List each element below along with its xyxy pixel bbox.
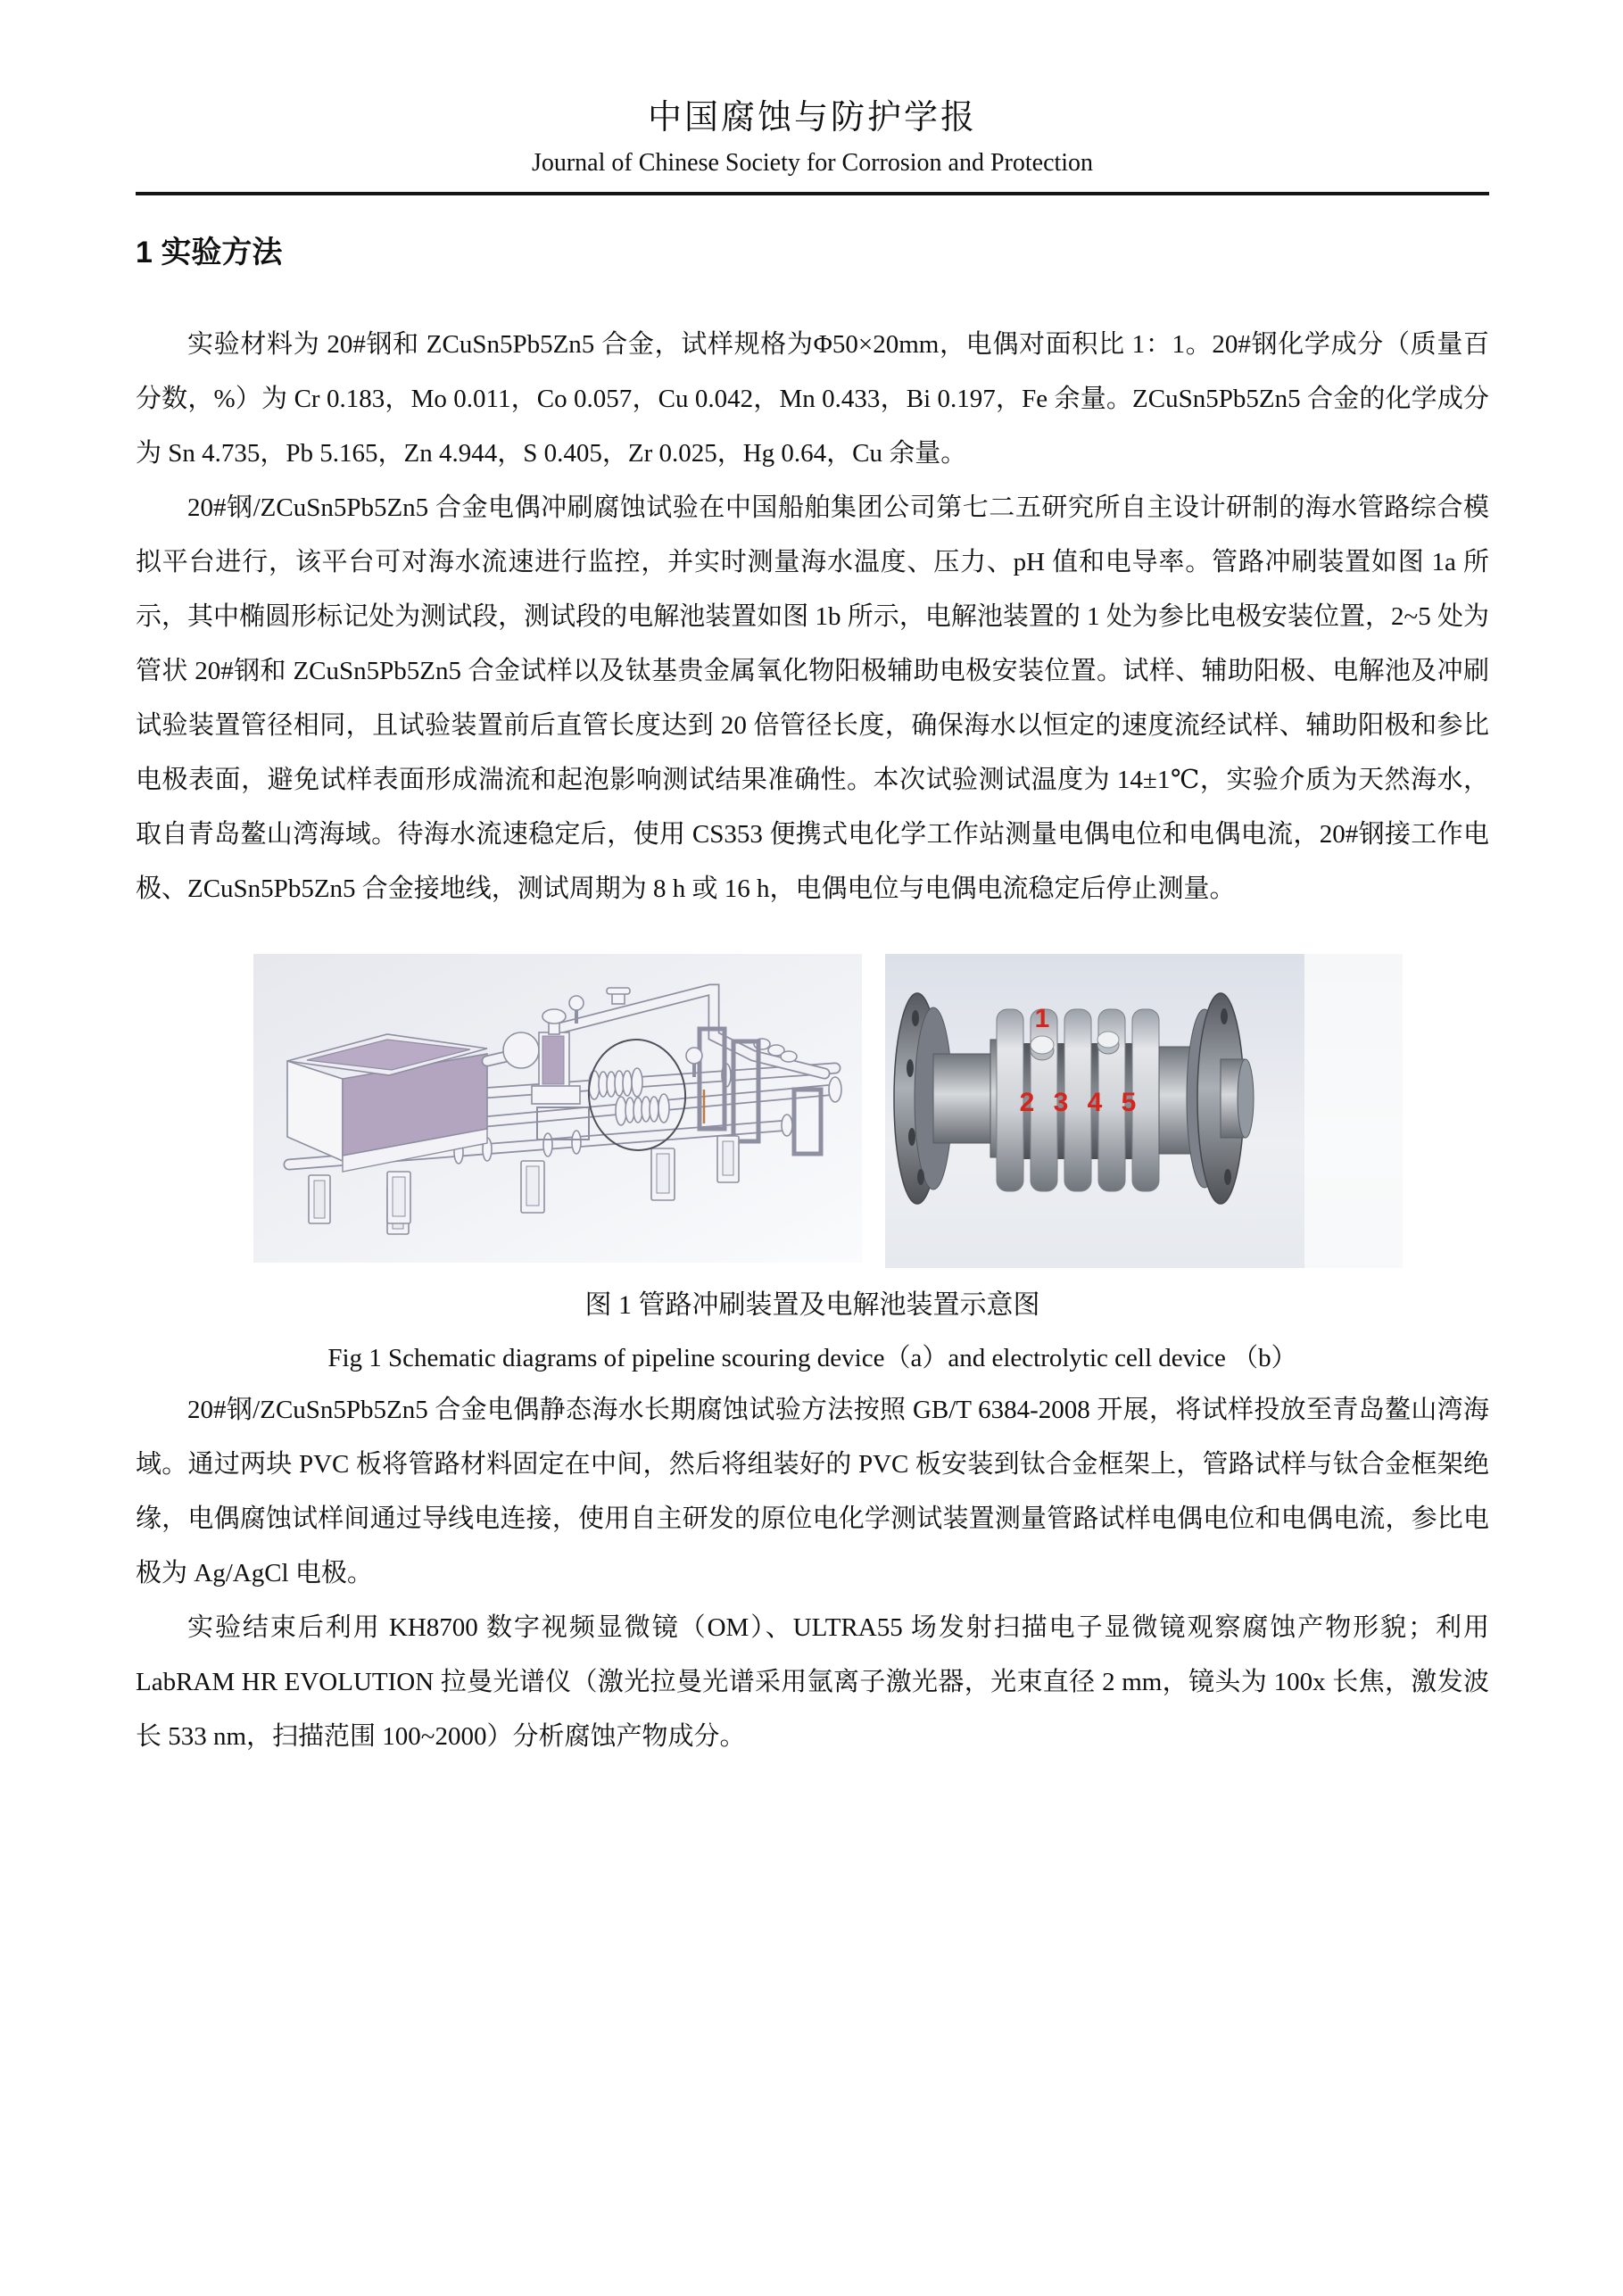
electrode-label-2: 2: [1019, 1088, 1035, 1117]
figure-caption-en: Fig 1 Schematic diagrams of pipeline scouring device（a）and electrolytic cell device （b）: [327, 1344, 1297, 1372]
tank-leg: [309, 1175, 330, 1223]
journal-title-en: Journal of Chinese Society for Corrosion and Protection: [531, 149, 1094, 177]
paragraph-3: 20#钢/ZCuSn5Pb5Zn5 合金电偶静态海水长期腐蚀试验方法按照 GB/T 6384-2008 开展，将试样投放至青岛鳌山湾海域。通过两块 PVC 板将管路材料固定在中间，然后将组装好的 PVC 板安装到钛合金框架上，管路试样与钛合金框架绝缘，电偶腐蚀试样间通过导线电连接，使用自主研发的原位电化学测试装置测量管路试样电偶电位和电偶电流，参比电极为 Ag/AgCl 电极。: [136, 1396, 1489, 1587]
electrode-peg: [1031, 1036, 1054, 1060]
journal-title-zh: 中国腐蚀与防护学报: [647, 99, 977, 137]
electrode-label-1: 1: [1034, 1004, 1050, 1033]
header-divider: [136, 192, 1489, 195]
pipeline-scouring-device-figure: [253, 954, 862, 1263]
electrode-label-4: 4: [1087, 1088, 1103, 1117]
section-heading: 1 实验方法: [136, 236, 283, 269]
electrode-peg: [1097, 1032, 1119, 1054]
figure-b-background-fade: [1304, 954, 1403, 1268]
paragraph-1: 实验材料为 20#钢和 ZCuSn5Pb5Zn5 合金，试样规格为Φ50×20mm，电偶对面积比 1：1。20#钢化学成分（质量百分数，%）为 Cr 0.183，Mo 0.011，Co 0.057，Cu 0.042，Mn 0.433，Bi 0.197，Fe 余量。ZCuSn5Pb5Zn5 合金的化学成分为 Sn 4.735，Pb 5.165，Zn 4.944，S 0.405，Zr 0.025，Hg 0.64，Cu 余量。: [136, 330, 1489, 468]
figure-caption-zh: 图 1 管路冲刷装置及电解池装置示意图: [584, 1290, 1040, 1320]
electrode-label-3: 3: [1053, 1088, 1069, 1117]
paragraph-2: 20#钢/ZCuSn5Pb5Zn5 合金电偶冲刷腐蚀试验在中国船舶集团公司第七二五研究所自主设计研制的海水管路综合模拟平台进行，该平台可对海水流速进行监控，并实时测量海水温度、压力、pH 值和电导率。管路冲刷装置如图 1a 所示，其中椭圆形标记处为测试段，测试段的电解池装置如图 1b 所示，电解池装置的 1 处为参比电极安装位置，2~5 处为管状 20#钢和 ZCuSn5Pb5Zn5 合金试样以及钛基贵金属氧化物阳极辅助电极安装位置。试样、辅助阳极、电解池及冲刷试验装置管径相同，且试验装置前后直管长度达到 20 倍管径长度，确保海水以恒定的速度流经试样、辅助阳极和参比电极表面，避免试样表面形成湍流和起泡影响测试结果准确性。本次试验测试温度为 14±1℃，实验介质为天然海水，取自青岛鳌山湾海域。待海水流速稳定后，使用 CS353 便携式电化学工作站测量电偶电位和电偶电流，20#钢接工作电极、ZCuSn5Pb5Zn5 合金接地线，测试周期为 8 h 或 16 h，电偶电位与电偶电流稳定后停止测量。: [136, 493, 1489, 903]
paragraph-4: 实验结束后利用 KH8700 数字视频显微镜（OM）、ULTRA55 场发射扫描电子显微镜观察腐蚀产物形貌；利用 LabRAM HR EVOLUTION 拉曼光谱仪（激光拉曼光谱采用氩离子激光器，光束直径 2 mm，镜头为 100x 长焦，激发波长 533 nm，扫描范围 100~2000）分析腐蚀产物成分。: [136, 1613, 1489, 1751]
electrode-label-5: 5: [1121, 1088, 1137, 1117]
figure-1: [253, 954, 1489, 1268]
disk-5: [1132, 1009, 1159, 1191]
electrolytic-cell-figure: [885, 954, 1403, 1268]
